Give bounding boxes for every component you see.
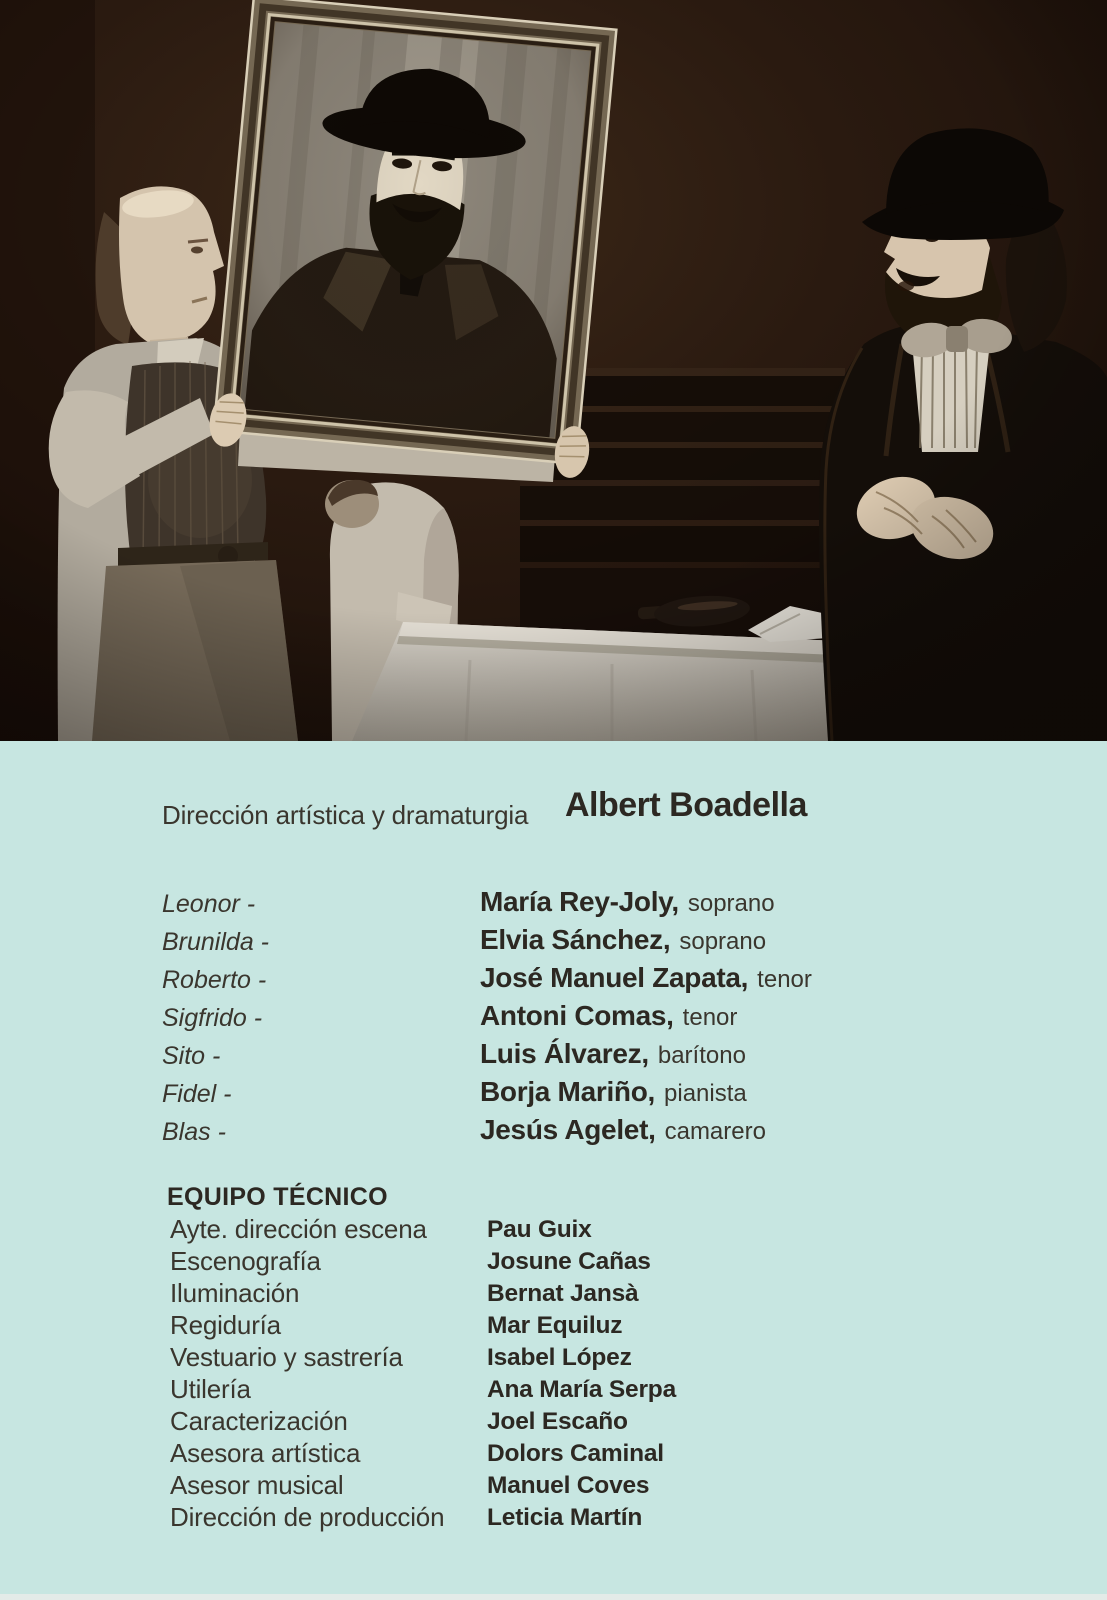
performer-name: Elvia Sánchez, <box>480 924 671 955</box>
tech-label: Utilería <box>170 1374 251 1404</box>
performer-cell <box>480 1038 746 1070</box>
tech-label: Vestuario y sastrería <box>170 1342 403 1372</box>
tech-label: Iluminación <box>170 1278 300 1308</box>
tech-row <box>0 1470 1107 1502</box>
character-name: Brunilda - <box>162 928 269 956</box>
tech-row <box>0 1310 1107 1342</box>
tech-label: Caracterización <box>170 1406 348 1436</box>
tech-row <box>0 1438 1107 1470</box>
tech-row <box>0 1278 1107 1310</box>
performer-role: soprano <box>679 928 767 955</box>
tech-row <box>0 1246 1107 1278</box>
performer-name: Jesús Agelet, <box>480 1114 656 1145</box>
character-name: Sito - <box>162 1042 221 1070</box>
cast-row <box>0 1000 1107 1034</box>
performer-role: pianista <box>664 1080 747 1107</box>
tech-name: Isabel López <box>487 1344 632 1371</box>
performer-role: tenor <box>682 1004 738 1031</box>
tech-name: Pau Guix <box>487 1216 592 1243</box>
tech-row <box>0 1374 1107 1406</box>
performer-name: Antoni Comas, <box>480 1000 674 1031</box>
performer-name: María Rey-Joly, <box>480 886 679 917</box>
tech-row <box>0 1406 1107 1438</box>
scan-edge <box>0 1594 1107 1600</box>
character-name: Leonor - <box>162 890 256 918</box>
tech-label: Dirección de producción <box>170 1502 445 1532</box>
performer-role: soprano <box>687 890 775 917</box>
performer-cell <box>480 962 812 994</box>
tech-name: Dolors Caminal <box>487 1440 664 1467</box>
character-name: Sigfrido - <box>162 1004 263 1032</box>
performer-cell <box>480 924 766 956</box>
tech-name: Manuel Coves <box>487 1472 650 1499</box>
direction-label: Dirección artística y dramaturgia <box>162 800 529 830</box>
performer-cell <box>480 886 775 918</box>
performer-role: camarero <box>664 1118 766 1145</box>
technical-heading: EQUIPO TÉCNICO <box>167 1183 388 1211</box>
tech-row <box>0 1214 1107 1246</box>
tech-row <box>0 1502 1107 1534</box>
performer-role: tenor <box>757 966 812 993</box>
tech-name: Leticia Martín <box>487 1504 643 1531</box>
tech-label: Regiduría <box>170 1310 281 1340</box>
performer-name: Borja Mariño, <box>480 1076 656 1107</box>
tech-name: Ana María Serpa <box>487 1376 676 1403</box>
performer-cell <box>480 1000 737 1032</box>
tech-label: Asesor musical <box>170 1470 344 1500</box>
tech-label: Escenografía <box>170 1246 321 1276</box>
tech-name: Josune Cañas <box>487 1248 651 1275</box>
direction-name: Albert Boadella <box>565 786 807 824</box>
character-name: Blas - <box>162 1118 226 1146</box>
cast-row <box>0 962 1107 996</box>
performer-role: barítono <box>657 1042 746 1069</box>
tech-label: Ayte. dirección escena <box>170 1214 427 1244</box>
cast-row <box>0 1114 1107 1148</box>
tech-label: Asesora artística <box>170 1438 361 1468</box>
tech-name: Joel Escaño <box>487 1408 628 1435</box>
tech-name: Bernat Jansà <box>487 1280 639 1307</box>
character-name: Fidel - <box>162 1080 232 1108</box>
tech-name: Mar Equiluz <box>487 1312 623 1339</box>
performer-cell <box>480 1114 766 1146</box>
tech-row <box>0 1342 1107 1374</box>
cast-row <box>0 1076 1107 1110</box>
cast-row <box>0 1038 1107 1072</box>
performer-name: Luis Álvarez, <box>480 1038 649 1069</box>
performer-name: José Manuel Zapata, <box>480 962 749 993</box>
character-name: Roberto - <box>162 966 267 994</box>
performer-cell <box>480 1076 747 1108</box>
cast-row <box>0 886 1107 920</box>
cast-row <box>0 924 1107 958</box>
